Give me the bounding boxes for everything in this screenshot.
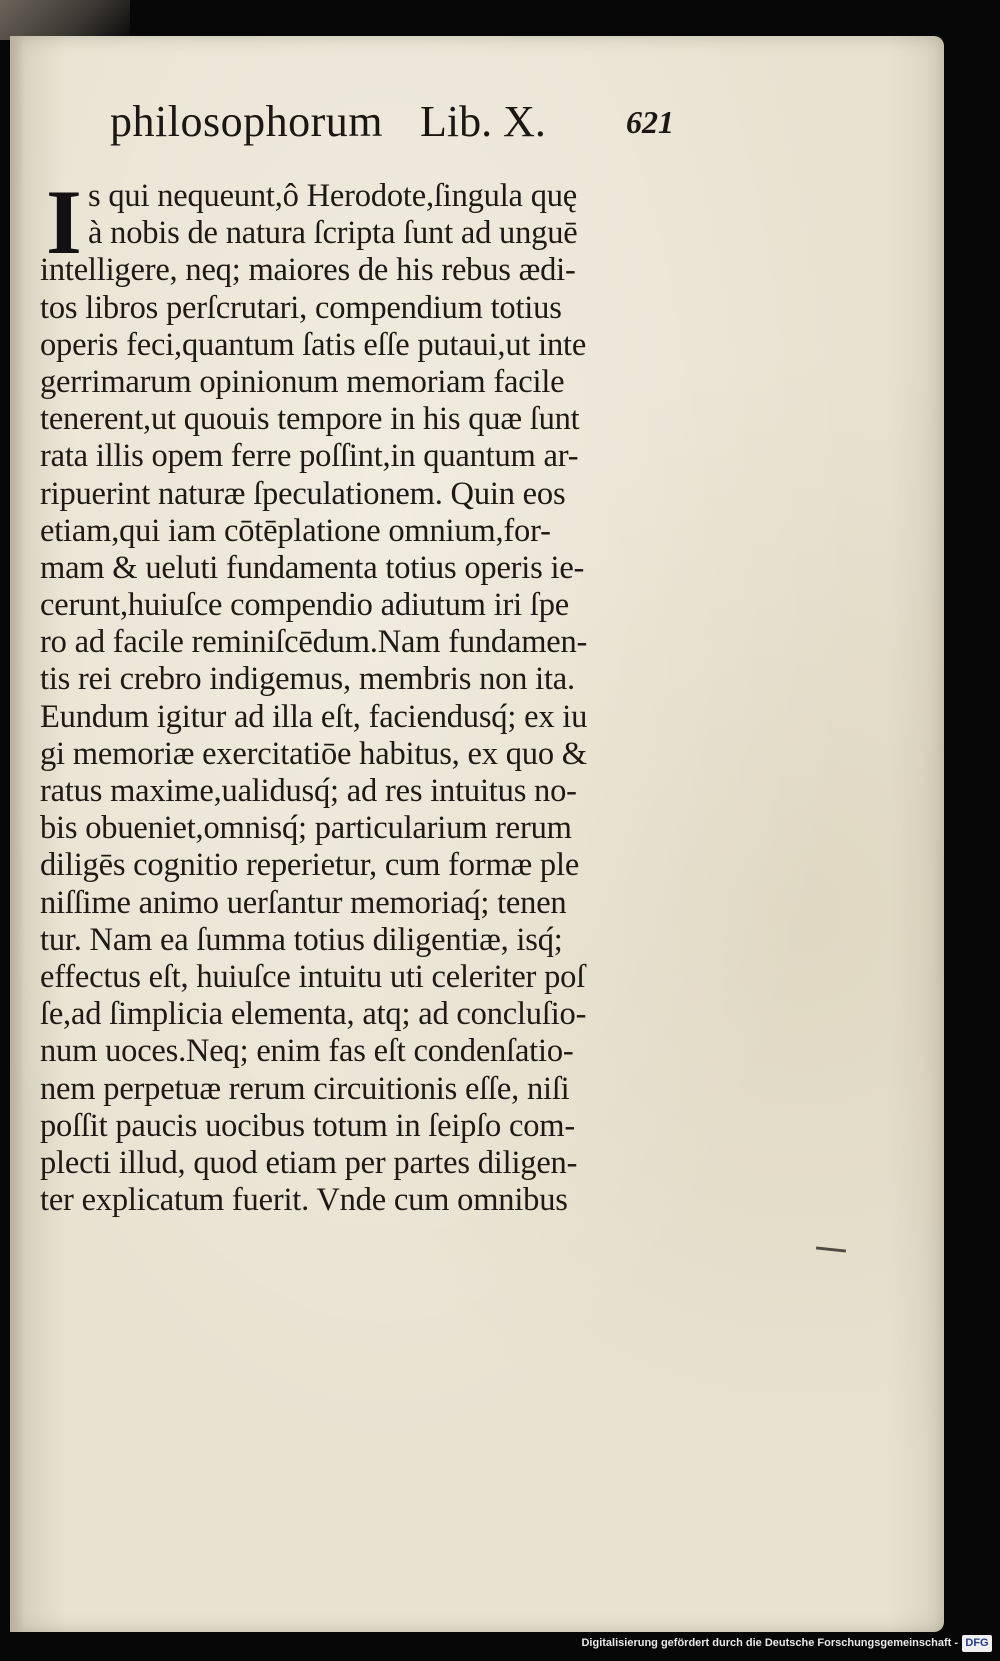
text-line: cerunt,huiuſce compendio adiutum iri ſpe [40,587,569,624]
text-line: num uoces.Neq; enim fas eſt condenſatio- [40,1033,574,1070]
text-line: tur. Nam ea ſumma totius diligentiæ, isq́; [40,921,563,958]
adjacent-page-fragment [0,0,130,40]
text-line: diligēs cognitio reperietur, cum formæ ple [40,847,580,884]
page-number: 621 [626,104,674,140]
text-line: ſe,ad ſimplicia elementa, atq; ad concluſio- [40,996,587,1033]
text-line: etiam,qui iam cōtēplatione omnium,for- [40,512,551,549]
text-line: effectus eſt, huiuſce intuitu uti celeriter poſ [40,958,586,995]
body-text [40,171,680,1219]
text-line: à nobis de natura ſcripta ſunt ad unguē [88,215,578,252]
text-line: plecti illud, quod etiam per partes diligen- [40,1144,578,1181]
text-line: s qui nequeunt,ô Herodote,ſingula quę [88,178,578,214]
text-line: rata illis opem ferre poſſint,in quantum ar- [40,438,579,475]
page-header [98,96,718,166]
text-line: ratus maxime,ualidusq́; ad res intuitus no- [40,773,577,809]
digitization-credit: Digitalisierung gefördert durch die Deutsche Forschungsgemeinschaft - [581,1637,958,1649]
text-line: bis obueniet,omnisq́; particularium rerum [40,810,572,847]
text-line: Eundum igitur ad illa eſt, faciendusq́; ex iu [40,698,588,735]
text-line: niſſime animo uerſantur memoriaq́; tenen [40,884,567,921]
text-line: nem perpetuæ rerum circuitionis eſſe, niſi [40,1070,570,1107]
text-line: tis rei crebro indigemus, membris non ita. [40,661,575,698]
text-line: ripuerint naturæ ſpeculationem. Quin eos [40,475,566,512]
text-line: gi memoriæ exercitatiōe habitus, ex quo & [40,735,587,772]
dfg-logo: DFG [962,1635,992,1652]
book-number: Lib. X. [420,97,546,146]
text-line: tos libros perſcrutari, compendium totius [40,289,562,326]
text-line: operis feci,quantum ſatis eſſe putaui,ut inte [40,326,587,363]
text-line: intelligere, neq; maiores de his rebus ædi- [40,252,576,289]
text-line: tenerent,ut quouis tempore in his quæ ſunt [40,401,580,438]
text-line: gerrimarum opinionum memoriam facile [40,363,565,400]
drop-cap-initial: I [46,171,82,273]
text-line: ro ad facile reminiſcēdum.Nam fundamen- [40,624,588,661]
running-head: philosophorum [110,97,383,146]
text-line: poſſit paucis uocibus totum in ſeipſo com- [40,1107,576,1144]
text-line: mam & ueluti fundamenta totius operis ie- [40,549,585,586]
page-binding-shadow [10,36,24,1632]
text-line: ter explicatum fuerit. Vnde cum omnibus [40,1182,568,1219]
